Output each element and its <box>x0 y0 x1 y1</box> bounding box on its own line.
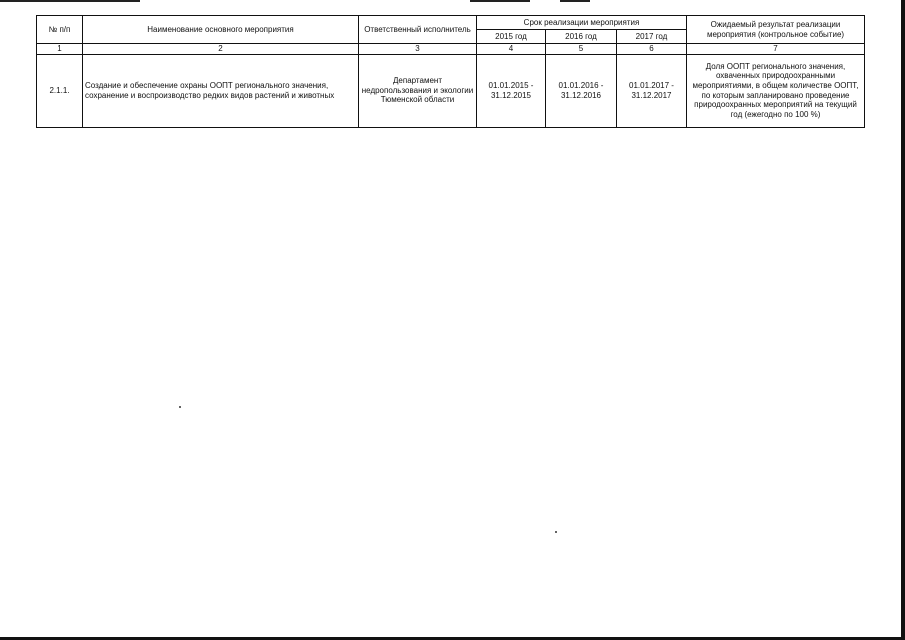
table-row <box>37 54 865 127</box>
column-number: 1 <box>37 44 83 55</box>
scan-edge-top-left <box>0 0 140 2</box>
header-num: № п/п <box>37 16 83 44</box>
scan-edge-right <box>901 0 905 640</box>
scan-edge-top-right <box>560 0 590 2</box>
row-activity-name-cell: Создание и обеспечение охраны ООПТ регионального значения, сохранение и воспроизводство редких видов растений и животных <box>83 54 359 127</box>
header-year-2017: 2017 год <box>617 30 687 44</box>
scan-speck <box>555 531 557 533</box>
row-responsible-cell: Департамент недропользования и экологии Тюменской области <box>359 54 477 127</box>
scan-speck <box>179 406 181 408</box>
header-expected-result: Ожидаемый результат реализации мероприятия (контрольное событие) <box>687 16 865 44</box>
scan-edge-top-mid <box>470 0 530 2</box>
column-number: 4 <box>477 44 546 55</box>
column-number: 2 <box>83 44 359 55</box>
activity-plan-table <box>36 15 865 128</box>
column-number: 7 <box>687 44 865 55</box>
column-number: 6 <box>617 44 687 55</box>
row-period-2016-cell: 01.01.2016 - 31.12.2016 <box>546 54 617 127</box>
header-year-2015: 2015 год <box>477 30 546 44</box>
row-period-2015-cell: 01.01.2015 - 31.12.2015 <box>477 54 546 127</box>
row-period-2017-cell: 01.01.2017 - 31.12.2017 <box>617 54 687 127</box>
header-year-2016: 2016 год <box>546 30 617 44</box>
column-number: 3 <box>359 44 477 55</box>
column-number: 5 <box>546 44 617 55</box>
header-activity-name: Наименование основного мероприятия <box>83 16 359 44</box>
column-number-row <box>37 44 865 55</box>
row-expected-result-cell: Доля ООПТ регионального значения, охваченных природоохранными мероприятиями, в общем количестве ООПТ, по которым запланировано проведение природоохранных мероприятий на текущий год (ежегодно по 100 %) <box>687 54 865 127</box>
header-responsible: Ответственный исполнитель <box>359 16 477 44</box>
header-period: Срок реализации мероприятия <box>477 16 687 30</box>
row-num-cell: 2.1.1. <box>37 54 83 127</box>
